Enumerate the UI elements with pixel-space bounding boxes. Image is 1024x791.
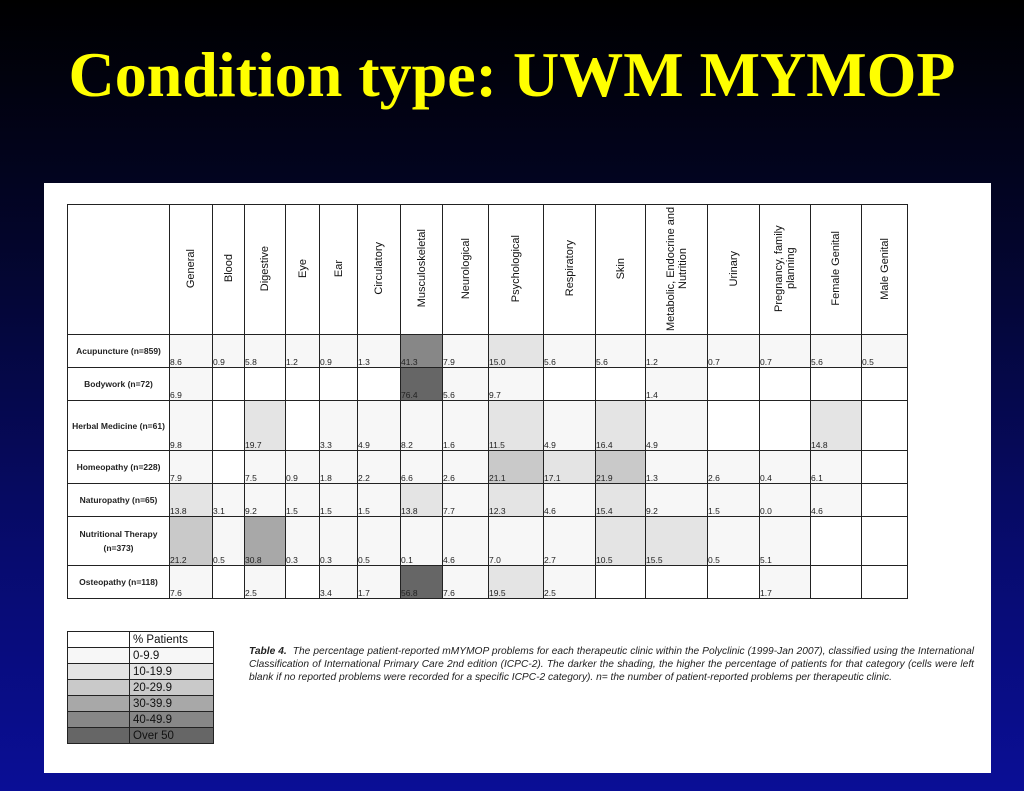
column-header-label: Metabolic, Endocrine and Nutrition [664,206,689,331]
table-cell: 2.5 [245,566,286,599]
column-header-circulatory [358,205,401,335]
table-cell: 2.6 [443,451,489,484]
table-cell [213,451,245,484]
table-cell [811,566,862,599]
table-cell: 0.9 [213,335,245,368]
table-cell [862,484,908,517]
table-cell: 5.6 [443,368,489,401]
legend-swatch [68,664,130,680]
legend-item [68,648,214,664]
legend-swatch [68,696,130,712]
column-header-label: Circulatory [373,242,385,295]
table-cell: 2.6 [708,451,760,484]
table-cell: 7.6 [443,566,489,599]
table-cell: 0.5 [358,517,401,566]
table-cell: 7.6 [170,566,213,599]
table-cell: 9.7 [489,368,544,401]
table-cell: 1.5 [320,484,358,517]
table-cell: 8.6 [170,335,213,368]
table-cell: 1.3 [358,335,401,368]
table-cell: 0.7 [760,335,811,368]
column-header-label: Male Genital [878,237,891,300]
table-cell: 7.9 [443,335,489,368]
table-cell: 15.0 [489,335,544,368]
table-cell: 1.5 [286,484,320,517]
table-row [68,484,908,517]
table-cell: 7.9 [170,451,213,484]
caption-label: Table 4. [249,646,287,657]
table-cell [213,401,245,451]
table-cell: 5.6 [544,335,596,368]
legend-label: 0-9.9 [130,648,214,664]
column-header-label: Ear [332,259,345,278]
table-cell [862,368,908,401]
legend-label: 30-39.9 [130,696,214,712]
row-label: Nutritional Therapy (n=373) [68,517,170,566]
table-cell: 21.1 [489,451,544,484]
table-cell [213,368,245,401]
table-cell [213,566,245,599]
table-cell: 9.2 [245,484,286,517]
table-cell [646,566,708,599]
table-cell: 1.8 [320,451,358,484]
table-cell: 9.2 [646,484,708,517]
column-header-male-genital [862,205,908,335]
table-cell [760,401,811,451]
legend-item [68,680,214,696]
table-row [68,368,908,401]
column-header-psychological [489,205,544,335]
table-caption [249,645,974,684]
table-cell: 9.8 [170,401,213,451]
table-cell: 14.8 [811,401,862,451]
slide-title: Condition type: UWM MYMOP [68,39,956,110]
table-cell: 5.8 [245,335,286,368]
column-header-neurological [443,205,489,335]
table-row [68,517,908,566]
table-cell: 5.6 [811,335,862,368]
table-cell: 3.3 [320,401,358,451]
column-header-label: Respiratory [563,240,576,297]
header-row [68,205,908,335]
table-cell: 7.7 [443,484,489,517]
table-cell: 6.1 [811,451,862,484]
table-cell: 0.4 [760,451,811,484]
table-cell: 13.8 [401,484,443,517]
table-row [68,566,908,599]
column-header-label: General [185,248,197,289]
table-cell: 7.0 [489,517,544,566]
table-cell [862,401,908,451]
table-cell [760,368,811,401]
column-header-label: Eye [296,259,309,278]
column-header-label: Musculoskeletal [415,229,428,308]
table-cell [596,368,646,401]
column-header-label: Neurological [459,237,472,300]
column-header-label: Pregnancy, family planning [773,225,797,312]
table-cell: 19.7 [245,401,286,451]
table-cell: 1.4 [646,368,708,401]
table-row [68,451,908,484]
table-cell: 3.4 [320,566,358,599]
table-cell [708,368,760,401]
legend-header: % Patients [130,632,214,648]
table-cell: 0.1 [401,517,443,566]
table-cell [862,517,908,566]
table-cell: 2.2 [358,451,401,484]
table-cell: 8.2 [401,401,443,451]
table-cell: 1.2 [646,335,708,368]
table-cell [811,517,862,566]
condition-table [67,204,908,599]
column-header-general [170,205,213,335]
column-header-ear [320,205,358,335]
table-cell: 2.7 [544,517,596,566]
table-cell: 21.9 [596,451,646,484]
table-cell: 4.6 [811,484,862,517]
legend-item [68,696,214,712]
row-label: Bodywork (n=72) [68,368,170,401]
table-cell [544,368,596,401]
table-cell: 2.5 [544,566,596,599]
table-cell: 76.4 [401,368,443,401]
header-corner [68,205,170,335]
table-panel [44,183,991,773]
table-cell: 0.5 [862,335,908,368]
column-header-label: Skin [614,257,627,280]
legend-label: 10-19.9 [130,664,214,680]
column-header-female-genital [811,205,862,335]
table-cell: 5.1 [760,517,811,566]
table-cell: 0.3 [320,517,358,566]
table-row [68,401,908,451]
table-cell: 0.9 [320,335,358,368]
column-header-blood [213,205,245,335]
table-cell: 1.6 [443,401,489,451]
column-header-label: Urinary [727,250,740,287]
table-cell: 0.5 [708,517,760,566]
legend-item [68,728,214,744]
table-row [68,335,908,368]
table-cell: 1.2 [286,335,320,368]
table-cell: 13.8 [170,484,213,517]
column-header-label: Digestive [259,245,271,292]
column-header-label: Female Genital [830,231,842,306]
row-label: Acupuncture (n=859) [68,335,170,368]
legend-item [68,664,214,680]
table-cell [320,368,358,401]
table-cell [596,566,646,599]
column-header-urinary [708,205,760,335]
table-cell: 1.3 [646,451,708,484]
legend-label: 20-29.9 [130,680,214,696]
table-cell: 0.5 [213,517,245,566]
row-label: Naturopathy (n=65) [68,484,170,517]
table-cell: 3.1 [213,484,245,517]
table-cell: 7.5 [245,451,286,484]
table-cell: 15.4 [596,484,646,517]
table-cell: 1.7 [760,566,811,599]
column-header-label: Blood [222,254,235,283]
table-cell: 5.6 [596,335,646,368]
table-cell: 0.7 [708,335,760,368]
table-cell: 1.7 [358,566,401,599]
table-cell: 0.3 [286,517,320,566]
table-cell: 4.6 [443,517,489,566]
column-header-pregnancy-family-planning [760,205,811,335]
table-cell: 15.5 [646,517,708,566]
table-cell: 1.5 [358,484,401,517]
table-cell [358,368,401,401]
column-header-metabolic-endocrine-and-nutrition [646,205,708,335]
legend-swatch [68,728,130,744]
row-label: Herbal Medicine (n=61) [68,401,170,451]
table-cell: 19.5 [489,566,544,599]
table-cell [286,401,320,451]
table-cell: 4.9 [544,401,596,451]
legend-label: Over 50 [130,728,214,744]
table-cell: 6.6 [401,451,443,484]
column-header-musculoskeletal [401,205,443,335]
column-header-skin [596,205,646,335]
legend-swatch [68,648,130,664]
table-cell: 41.3 [401,335,443,368]
table-cell: 30.8 [245,517,286,566]
table-cell [286,368,320,401]
table-cell: 4.9 [646,401,708,451]
legend-label: 40-49.9 [130,712,214,728]
table-cell: 4.6 [544,484,596,517]
column-header-label: Psychological [510,234,522,303]
table-cell: 11.5 [489,401,544,451]
table-cell: 4.9 [358,401,401,451]
table-cell [811,368,862,401]
caption-text: The percentage patient-reported mMYMOP problems for each therapeutic clinic within the Polyclinic (1999-Jan 2007), classified using the International Classification of International Primary Care 2nd edition (ICPC-2). The darker the shading, the higher the percentage of patients for that category (cells were left blank if no reported problems were recorded for a specific ICPC-2 category). n= the number of patient-reported problems per therapeutic clinic. [249,646,974,683]
table-cell [245,368,286,401]
legend-swatch [68,712,130,728]
shading-legend [67,631,214,744]
table-cell: 56.8 [401,566,443,599]
legend-header-row [68,632,214,648]
column-header-eye [286,205,320,335]
column-header-respiratory [544,205,596,335]
table-cell: 16.4 [596,401,646,451]
legend-swatch [68,680,130,696]
table-cell [862,451,908,484]
table-cell: 10.5 [596,517,646,566]
table-cell: 17.1 [544,451,596,484]
table-cell: 0.9 [286,451,320,484]
row-label: Homeopathy (n=228) [68,451,170,484]
table-cell: 0.0 [760,484,811,517]
legend-swatch-blank [68,632,130,648]
row-label: Osteopathy (n=118) [68,566,170,599]
table-cell: 12.3 [489,484,544,517]
table-cell [708,401,760,451]
legend-item [68,712,214,728]
table-cell: 21.2 [170,517,213,566]
column-header-digestive [245,205,286,335]
table-cell: 1.5 [708,484,760,517]
table-cell [708,566,760,599]
table-cell: 6.9 [170,368,213,401]
table-cell [286,566,320,599]
table-cell [862,566,908,599]
